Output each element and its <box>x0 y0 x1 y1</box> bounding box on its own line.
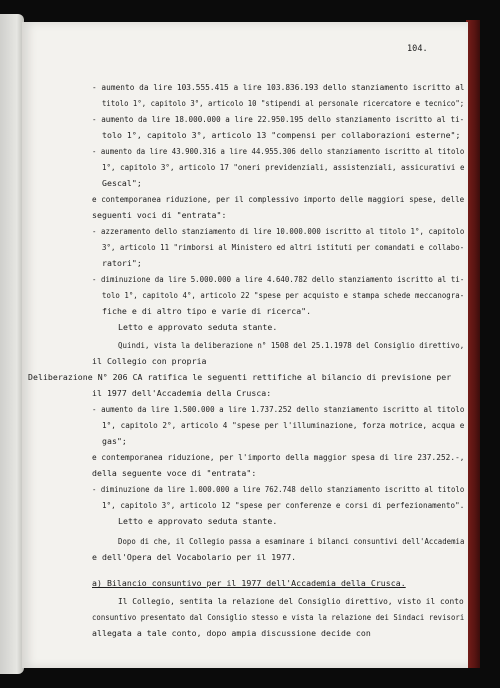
text-line: - diminuzione da lire 1.000.000 a lire 762.748 dello stanziamento iscritto al titolo <box>92 484 465 494</box>
text-line: - azzeramento dello stanziamento di lire 10.000.000 iscritto al titolo 1°, capitolo <box>92 226 465 236</box>
text-line: seguenti voci di "entrata": <box>92 210 227 220</box>
section-heading: a) Bilancio consuntivo per il 1977 dell'Accademia della Crusca. <box>92 578 406 588</box>
text-line: titolo 1°, capitolo 3°, articolo 10 "stipendi al personale ricercatore e tecnico"; <box>102 98 465 108</box>
text-line: 1°, capitolo 2°, articolo 4 "spese per l'illuminazione, forza motrice, acqua e <box>102 420 465 430</box>
text-line: Deliberazione N° 206 CA ratifica le seguenti rettifiche al bilancio di previsione per <box>28 372 452 382</box>
book-cover-edge <box>466 20 480 668</box>
text-line: tolo 1°, capitolo 3°, articolo 13 "compensi per collaborazioni esterne"; <box>102 130 461 140</box>
text-line: della seguente voce di "entrata": <box>92 468 257 478</box>
text-line: e dell'Opera del Vocabolario per il 1977. <box>92 552 297 562</box>
text-line: il 1977 dell'Accademia della Crusca: <box>92 388 272 398</box>
text-line: Quindi, vista la deliberazione n° 1508 del 25.1.1978 del Consiglio direttivo, <box>118 340 465 350</box>
text-line: tolo 1°, capitolo 4°, articolo 22 "spese per acquisto e stampa schede meccanogra- <box>102 290 465 300</box>
page-number: 104. <box>407 44 428 54</box>
text-line: Letto e approvato seduta stante. <box>118 516 278 526</box>
document-page <box>22 22 468 668</box>
text-line: Gescal"; <box>102 178 142 188</box>
text-line: - aumento da lire 43.900.316 a lire 44.955.306 dello stanziamento iscritto al titolo <box>92 146 465 156</box>
text-line: e contemporanea riduzione, per l'importo della maggior spesa di lire 237.252.-, <box>92 452 465 462</box>
text-line: fiche e di altro tipo e varie di ricerca". <box>102 306 312 316</box>
text-line: Letto e approvato seduta stante. <box>118 322 278 332</box>
left-page-edge <box>0 14 24 674</box>
text-line: - aumento da lire 1.500.000 a lire 1.737.252 dello stanziamento iscritto al titolo <box>92 404 465 414</box>
text-line: Il Collegio, sentita la relazione del Consiglio direttivo, visto il conto <box>118 596 464 606</box>
text-line: il Collegio con propria <box>92 356 207 366</box>
text-line: - diminuzione da lire 5.000.000 a lire 4.640.782 dello stanziamento iscritto al ti- <box>92 274 465 284</box>
text-line: 1°, capitolo 3°, articolo 17 "oneri previdenziali, assistenziali, assicurativi e <box>102 162 465 172</box>
text-line: allegata a tale conto, dopo ampia discussione decide con <box>92 628 371 638</box>
text-line: 1°, capitolo 3°, articolo 12 "spese per conferenze e corsi di perfezionamento". <box>102 500 465 510</box>
text-line: ratori"; <box>102 258 142 268</box>
text-line: Dopo di che, il Collegio passa a esaminare i bilanci consuntivi dell'Accademia <box>118 536 465 546</box>
text-line: 3°, articolo 11 "rimborsi al Ministero ed altri istituti per comandati e collabo- <box>102 242 465 252</box>
text-line: - aumento da lire 18.000.000 a lire 22.950.195 dello stanziamento iscritto al ti- <box>92 114 465 124</box>
text-line: - aumento da lire 103.555.415 a lire 103.836.193 dello stanziamento iscritto al <box>92 82 465 92</box>
text-line: gas"; <box>102 436 127 446</box>
text-line: e contemporanea riduzione, per il complessivo importo delle maggiori spese, delle <box>92 194 465 204</box>
text-line: consuntivo presentato dal Consiglio stesso e vista la relazione dei Sindaci revisori <box>92 612 465 622</box>
